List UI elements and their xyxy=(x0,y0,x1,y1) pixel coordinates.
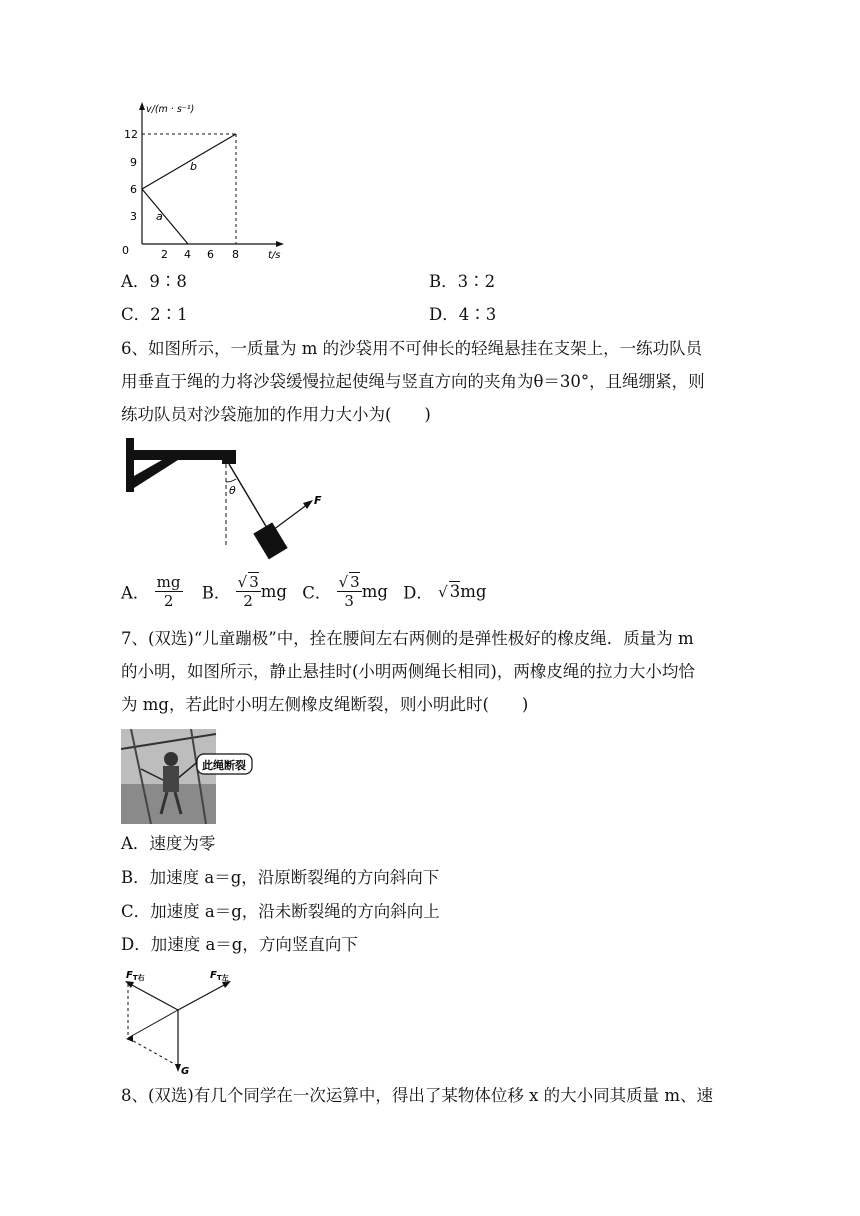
x-tick-6: 6 xyxy=(207,248,214,261)
wall xyxy=(126,438,134,492)
force-arrow-head xyxy=(303,500,313,509)
y-tick-9: 9 xyxy=(130,156,137,169)
force-t-left-vector xyxy=(178,984,226,1010)
line-a xyxy=(142,189,188,244)
x-axis-arrow xyxy=(276,241,284,247)
q6-option-c[interactable]: C． $\frac{√ 3}{3}$ mg xyxy=(302,573,388,610)
theta-label: θ xyxy=(229,484,236,497)
rope-break-label: 此绳断裂 xyxy=(202,759,246,772)
bracket-beam xyxy=(134,450,234,460)
q6-option-a[interactable]: A． $\frac{mg}{2}$ xyxy=(121,572,181,610)
y-tick-6: 6 xyxy=(130,183,137,196)
q7-option-b[interactable]: B．加速度 a＝g，沿原断裂绳的方向斜向下 xyxy=(121,868,440,887)
sandbag-figure xyxy=(118,436,338,566)
gravity-label: G xyxy=(181,1066,190,1077)
line-b xyxy=(142,134,236,189)
force-t-left-label: $F_{T左}$ xyxy=(210,970,229,982)
q6-stem-line-2: 用垂直于绳的力将沙袋缓慢拉起使绳与竖直方向的夹角为θ＝30°，且绳绷紧，则 xyxy=(121,372,705,391)
theta-arc xyxy=(226,479,236,482)
x-tick-4: 4 xyxy=(184,248,191,261)
q6-stem-line-3: 练功队员对沙袋施加的作用力大小为( ) xyxy=(121,405,431,424)
q5-option-b[interactable]: B．3∶2 xyxy=(429,272,496,291)
q5-option-d[interactable]: D．4∶3 xyxy=(429,305,497,324)
q7-option-c[interactable]: C．加速度 a＝g，沿未断裂绳的方向斜向上 xyxy=(121,902,440,921)
child-figure xyxy=(164,752,178,766)
force-t-right-label: $F_{T右}$ xyxy=(126,970,145,982)
line-b-label: b xyxy=(190,160,197,173)
y-tick-12: 12 xyxy=(124,128,138,141)
bracket-end xyxy=(222,450,236,464)
q7-option-d[interactable]: D．加速度 a＝g，方向竖直向下 xyxy=(121,935,358,954)
q6-stem-line-1: 6、如图所示，一质量为 m 的沙袋用不可伸长的轻绳悬挂在支架上，一练功队员 xyxy=(121,339,703,358)
sandbag xyxy=(253,522,287,559)
x-tick-8: 8 xyxy=(232,248,239,261)
vt-graph xyxy=(110,96,290,264)
q7-stem-line-2: 的小明，如图所示，静止悬挂时(小明两侧绳长相同)，两橡皮绳的拉力大小均恰 xyxy=(121,662,695,681)
q7-stem-line-1: 7、(双选)“儿童蹦极”中，拴在腰间左右两侧的是弹性极好的橡皮绳．质量为 m xyxy=(121,629,694,648)
x-axis-label: t/s xyxy=(268,250,281,261)
q6-option-b[interactable]: B． $\frac{√ 3}{2}$ mg xyxy=(201,573,287,610)
force-label: F xyxy=(314,494,322,507)
y-axis-arrow xyxy=(139,102,145,110)
q7-stem-line-3: 为 mg，若此时小明左侧橡皮绳断裂，则小明此时( ) xyxy=(121,695,529,714)
q5-option-a[interactable]: A．9∶8 xyxy=(121,272,187,291)
force-arrow xyxy=(273,504,308,530)
q5-option-c[interactable]: C．2∶1 xyxy=(121,305,188,324)
bungee-photo xyxy=(121,729,255,824)
y-tick-3: 3 xyxy=(130,210,137,223)
force-t-right-vector xyxy=(130,984,178,1010)
q8-stem-line-1: 8、(双选)有几个同学在一次运算中，得出了某物体位移 x 的大小同其质量 m、速 xyxy=(121,1086,714,1105)
y-axis-label: v/(m · s⁻¹) xyxy=(146,104,195,115)
line-a-label: a xyxy=(156,210,163,223)
q6-options xyxy=(121,572,486,610)
x-tick-2: 2 xyxy=(161,248,168,261)
force-diagram xyxy=(118,966,258,1078)
q6-option-d[interactable]: D． √ 3mg xyxy=(403,582,487,602)
q7-option-a[interactable]: A．速度为零 xyxy=(121,834,216,853)
bracket-strut xyxy=(134,460,178,488)
origin-label: 0 xyxy=(122,244,129,257)
